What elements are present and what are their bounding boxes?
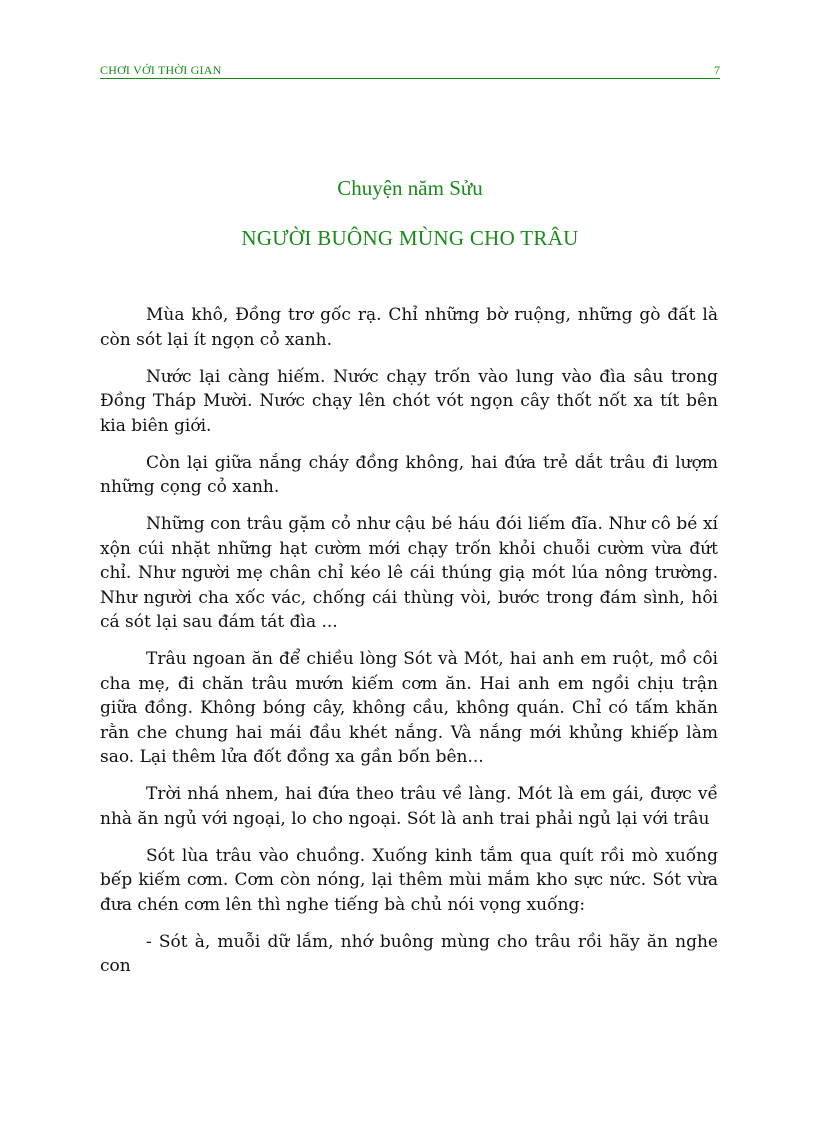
paragraph: Những con trâu gặm cỏ như cậu bé háu đói liếm đĩa. Như cô bé xí xộn cúi nhặt những hạt cườm mới chạy trốn khỏi chuỗi cườm vừa đứt chỉ. Như người mẹ chân chỉ kéo lê cái thúng giạ mót lúa nông trường. Như người cha xốc vác, chống cái thùng vòi, bước trong đám sình, hôi cá sót lại sau đám tát đìa ... xyxy=(100,514,718,632)
paragraph: Sót lùa trâu vào chuồng. Xuống kinh tắm qua quít rồi mò xuống bếp kiếm cơm. Cơm còn nóng, lại thêm mùi mắm kho sực nức. Sót vừa đưa chén cơm lên thì nghe tiếng bà chủ nói vọng xuống: xyxy=(100,845,718,915)
paragraph: Nước lại càng hiếm. Nước chạy trốn vào lung vào đìa sâu trong Đồng Tháp Mười. Nước chạy lên chót vót ngọn cây thốt nốt xa tít bên kia biên giới. xyxy=(100,366,718,436)
page-number: 7 xyxy=(714,63,720,77)
paragraph: Trâu ngoan ăn để chiều lòng Sót và Mót, hai anh em ruột, mồ côi cha mẹ, đi chăn trâu mướn kiếm cơm ăn. Hai anh em ngồi chịu trận giữa đồng. Không bóng cây, không cầu, không quán. Chỉ có tấm khăn rằn che chung hai mái đầu khét nắng. Và nắng mới khủng khiếp làm sao. Lại thêm lửa đốt đồng xa gần bốn bên... xyxy=(100,649,718,767)
chapter-title: NGƯỜI BUÔNG MÙNG CHO TRÂU xyxy=(241,226,579,250)
body-text xyxy=(100,303,718,991)
paragraph: - Sót à, muỗi dữ lắm, nhớ buông mùng cho trâu rồi hãy ăn nghe con xyxy=(100,931,718,976)
book-title: CHƠI VỚI THỜI GIAN xyxy=(100,63,222,77)
chapter-subtitle: Chuyện năm Sửu xyxy=(337,176,483,200)
running-header xyxy=(100,62,720,79)
paragraph: Còn lại giữa nắng cháy đồng không, hai đứa trẻ dắt trâu đi lượm những cọng cỏ xanh. xyxy=(100,452,718,497)
paragraph: Mùa khô, Đồng trơ gốc rạ. Chỉ những bờ ruộng, những gò đất là còn sót lại ít ngọn cỏ xanh. xyxy=(100,305,718,350)
paragraph: Trời nhá nhem, hai đứa theo trâu về làng. Mót là em gái, được về nhà ăn ngủ với ngoại, lo cho ngoại. Sót là anh trai phải ngủ lại với trâu xyxy=(100,784,718,829)
